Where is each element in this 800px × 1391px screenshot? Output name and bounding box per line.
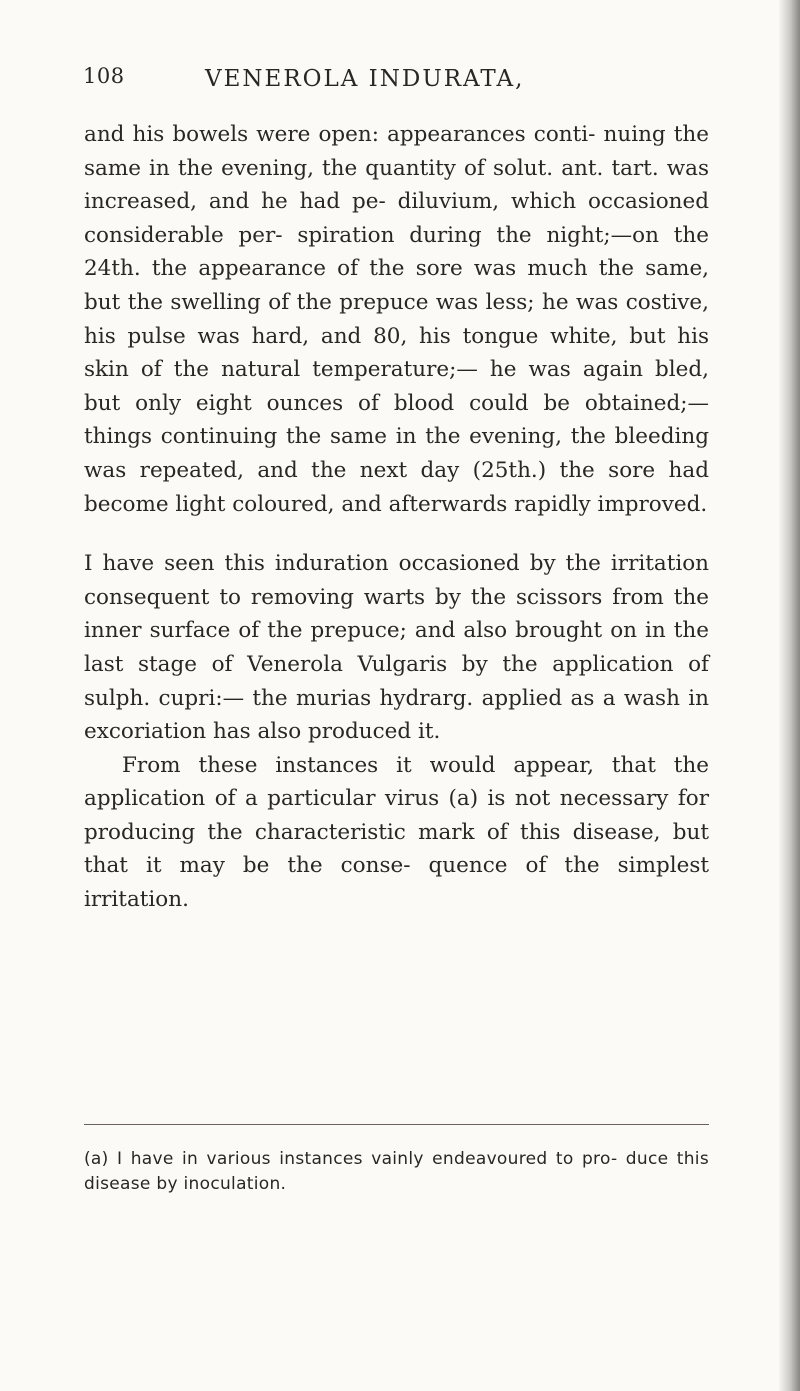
page-number: 108 — [83, 64, 125, 88]
page-header — [0, 64, 800, 104]
running-head: VENEROLA INDURATA, — [205, 66, 525, 92]
paragraph-2: I have seen this induration occasioned by the irritation consequent to removing warts by the scissors from the inner surface of the prepuce; and also brought on in the last stage of Venerola Vulgaris by the application of sulph. cupri:— the murias hydrarg. applied as a wash in excoriation has also produced it. — [84, 551, 709, 745]
body-text — [84, 118, 709, 917]
footnote-rule — [84, 1124, 709, 1125]
paragraph-3: From these instances it would appear, that the application of a particular virus (a) is not necessary for producing the characteristic mark of this disease, but that it may be the conse- quence of the simplest irritation. — [84, 752, 709, 913]
paragraph-1: and his bowels were open: appearances conti- nuing the same in the evening, the quantity of solut. ant. tart. was increased, and he had pe- diluvium, which occasioned considerable per- spiration during the night;—on the 24th. the appearance of the sore was much the same, but the swelling of the prepuce was less; he was costive, his pulse was hard, and 80, his tongue white, but his skin of the natural temperature;— he was again bled, but only eight ounces of blood could be obtained;—things continuing the same in the evening, the bleeding was repeated, and the next day (25th.) the sore had become light coloured, and afterwards rapidly improved. — [84, 122, 709, 517]
page-edge-shadow — [778, 0, 800, 1391]
footnote: (a) I have in various instances vainly endeavoured to pro- duce this disease by inoculation. — [84, 1149, 709, 1194]
